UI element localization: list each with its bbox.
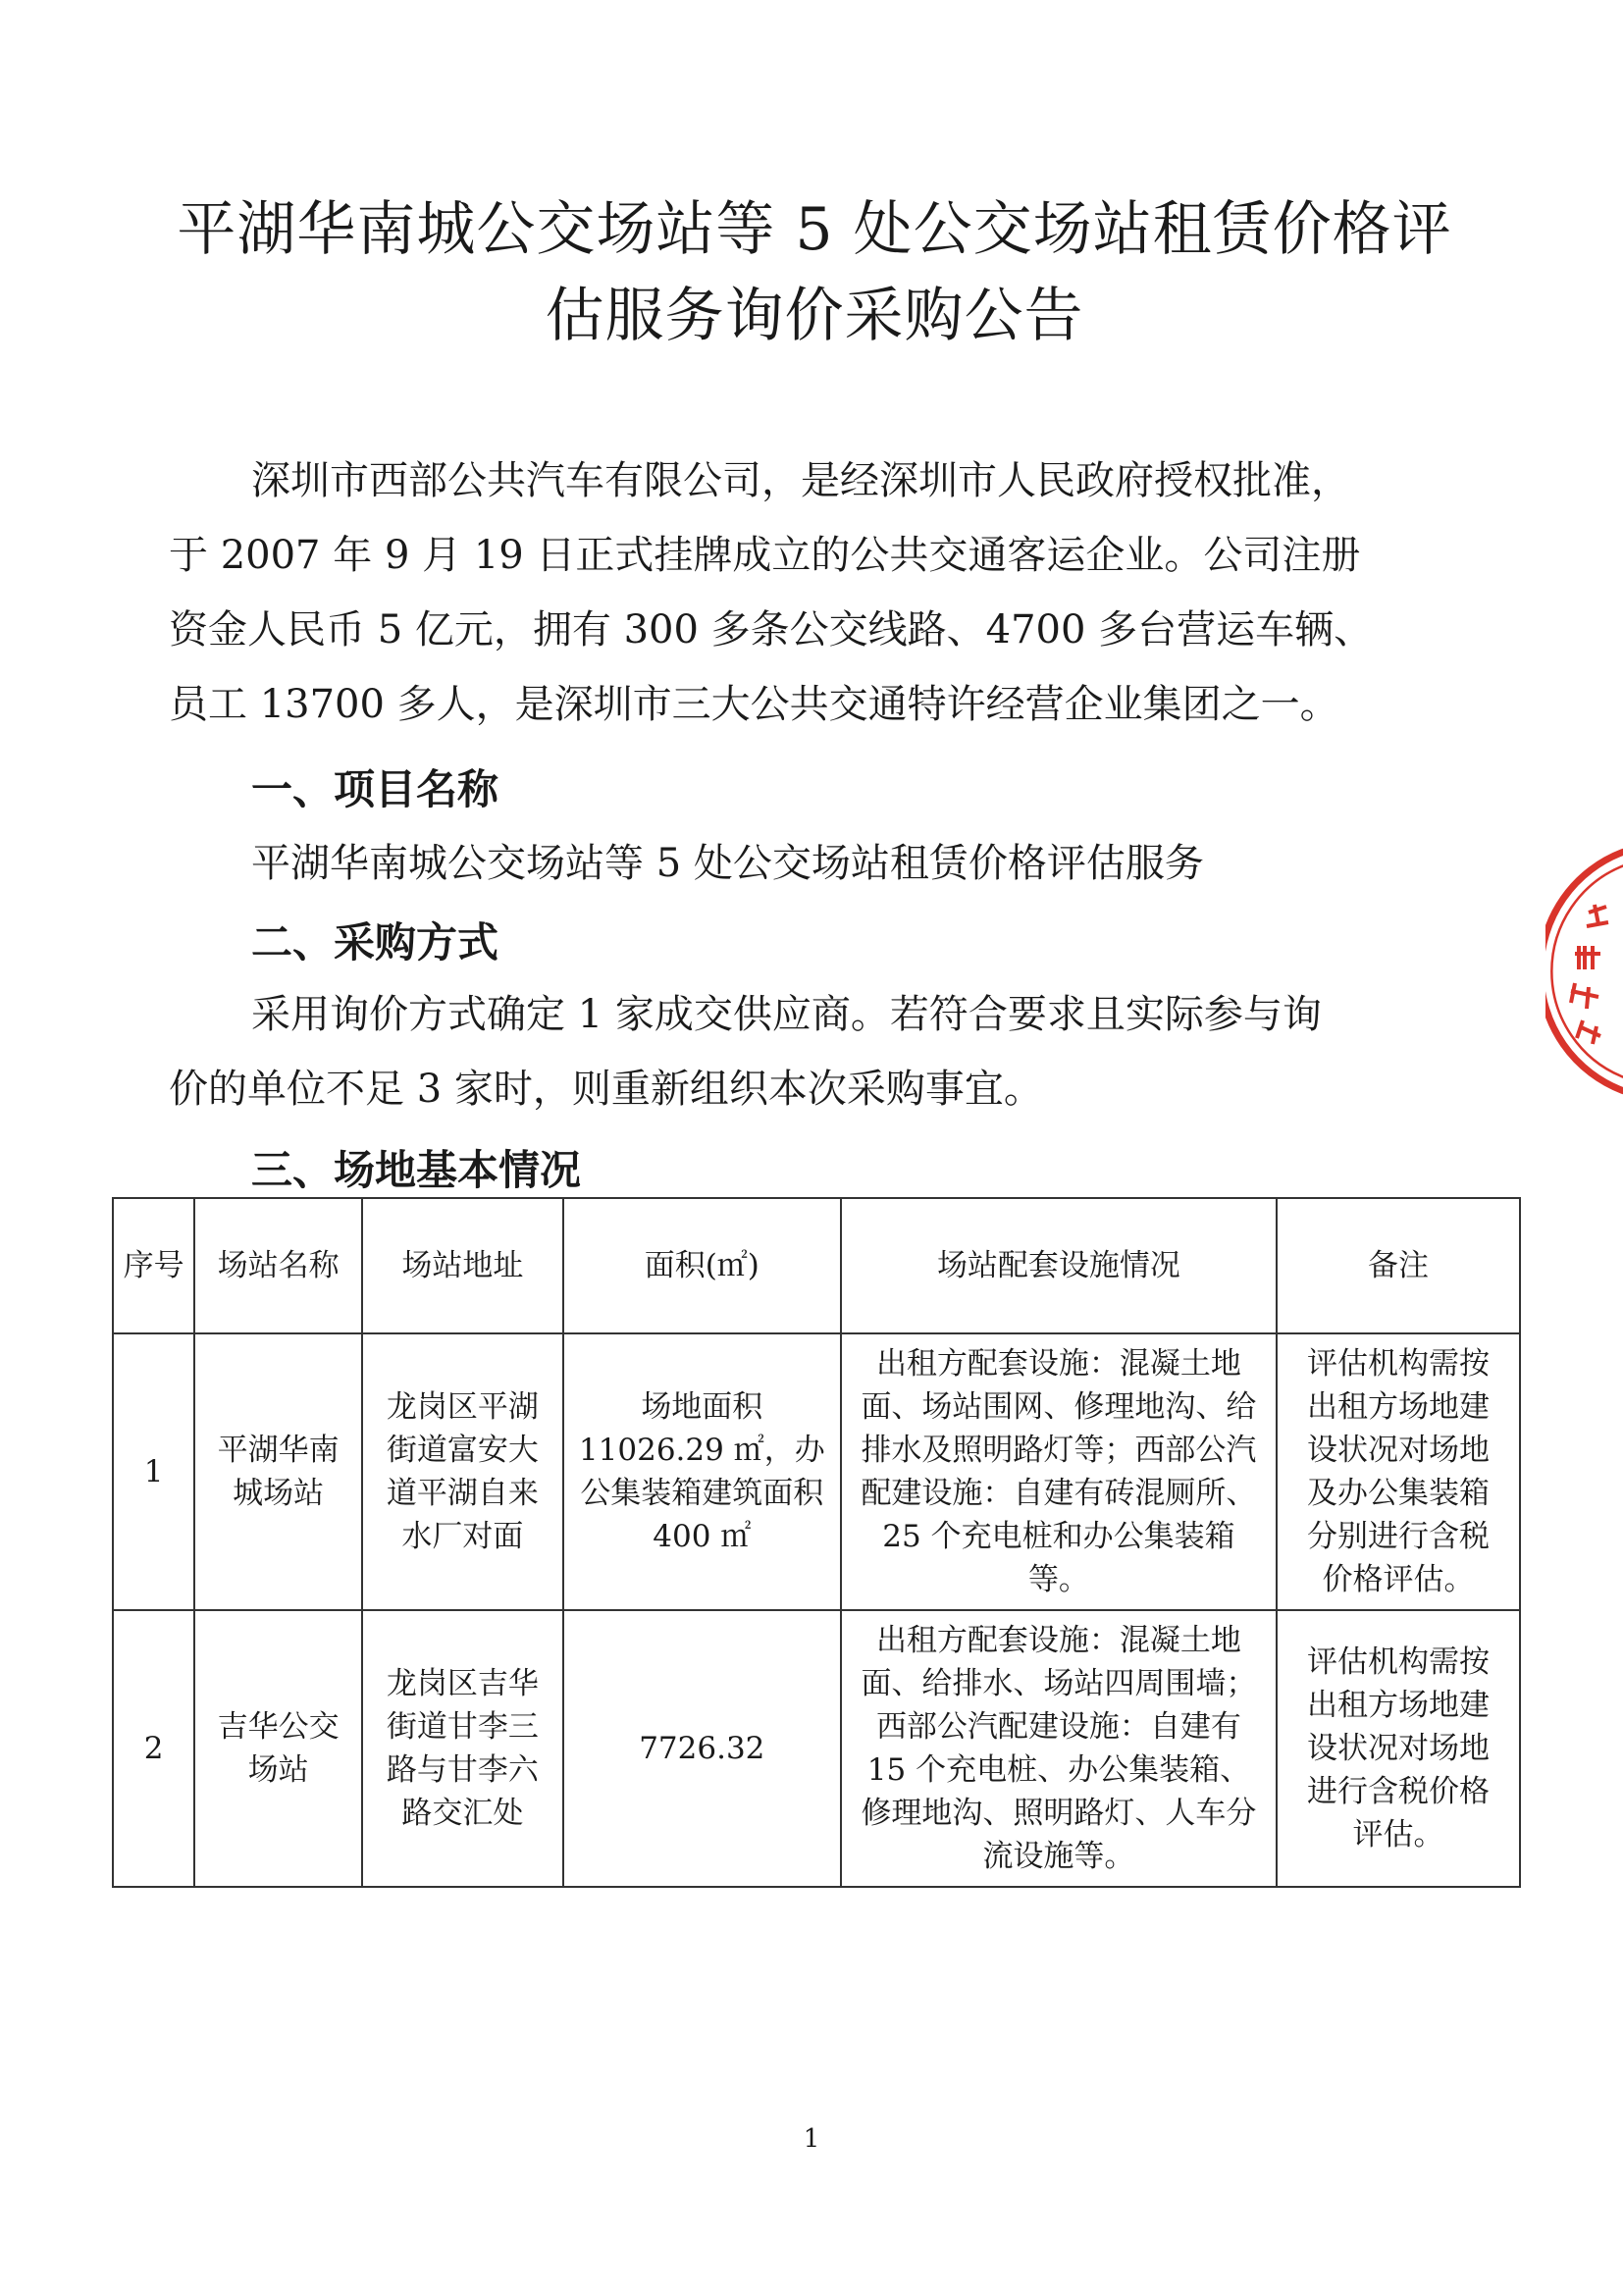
project-name-text: 平湖华南城公交场站等 5 处公交场站租赁价格评估服务: [251, 841, 1204, 886]
table-row: [113, 1333, 1520, 1610]
cell-no: 2: [113, 1610, 194, 1887]
cell-address: 龙岗区吉华街道甘李三路与甘李六路交汇处: [362, 1610, 563, 1887]
header-area: 面积(㎡): [563, 1198, 841, 1333]
title-line-1: 平湖华南城公交场站等 5 处公交场站租赁价格评: [177, 195, 1452, 264]
site-table: [112, 1197, 1521, 1888]
cell-area: 7726.32: [563, 1610, 841, 1887]
header-facilities: 场站配套设施情况: [841, 1198, 1277, 1333]
cell-name: 平湖华南城场站: [194, 1333, 362, 1610]
company-seal-stamp: [1545, 844, 1623, 1099]
intro-line: 深圳市西部公共汽车有限公司，是经深圳市人民政府授权批准，: [251, 458, 1350, 503]
section-2-heading: 二、采购方式: [251, 918, 499, 966]
intro-line: 员工 13700 多人，是深圳市三大公共交通特许经营企业集团之一。: [169, 682, 1339, 727]
cell-address: 龙岗区平湖街道富安大道平湖自来水厂对面: [362, 1333, 563, 1610]
header-notes: 备注: [1277, 1198, 1520, 1333]
procurement-line: 采用询价方式确定 1 家成交供应商。若符合要求且实际参与询: [251, 992, 1322, 1037]
document-title: [118, 186, 1511, 359]
cell-facilities: 出租方配套设施：混凝土地面、场站围网、修理地沟、给排水及照明路灯等；西部公汽配建设施：自建有砖混厕所、25 个充电桩和办公集装箱等。: [841, 1333, 1277, 1610]
header-name: 场站名称: [194, 1198, 362, 1333]
header-address: 场站地址: [362, 1198, 563, 1333]
page-number: 1: [803, 2124, 820, 2154]
header-no: 序号: [113, 1198, 194, 1333]
table-header-row: [113, 1198, 1520, 1333]
section-3-heading: 三、场地基本情况: [251, 1146, 582, 1194]
cell-facilities: 出租方配套设施：混凝土地面、给排水、场站四周围墙；西部公汽配建设施：自建有 15 个充电桩、办公集装箱、修理地沟、照明路灯、人车分流设施等。: [841, 1610, 1277, 1887]
procurement-method-paragraph: [169, 977, 1484, 1126]
title-line-2: 估服务询价采购公告: [545, 282, 1084, 350]
intro-paragraph: [169, 444, 1484, 742]
cell-notes: 评估机构需按出租方场地建设状况对场地及办公集装箱分别进行含税价格评估。: [1277, 1333, 1520, 1610]
procurement-line: 价的单位不足 3 家时，则重新组织本次采购事宜。: [169, 1067, 1043, 1112]
cell-name: 吉华公交场站: [194, 1610, 362, 1887]
cell-notes: 评估机构需按出租方场地建设状况对场地进行含税价格评估。: [1277, 1610, 1520, 1887]
table-row: [113, 1610, 1520, 1887]
seal-partial-characters: [1571, 905, 1608, 1044]
section-1-heading: 一、项目名称: [251, 765, 499, 813]
cell-area: 场地面积 11026.29 ㎡，办公集装箱建筑面积 400 ㎡: [563, 1333, 841, 1610]
cell-no: 1: [113, 1333, 194, 1610]
intro-line: 于 2007 年 9 月 19 日正式挂牌成立的公共交通客运企业。公司注册: [169, 533, 1361, 578]
seal-outer-ring: [1545, 852, 1623, 1091]
intro-line: 资金人民币 5 亿元，拥有 300 多条公交线路、4700 多台营运车辆、: [169, 607, 1374, 652]
